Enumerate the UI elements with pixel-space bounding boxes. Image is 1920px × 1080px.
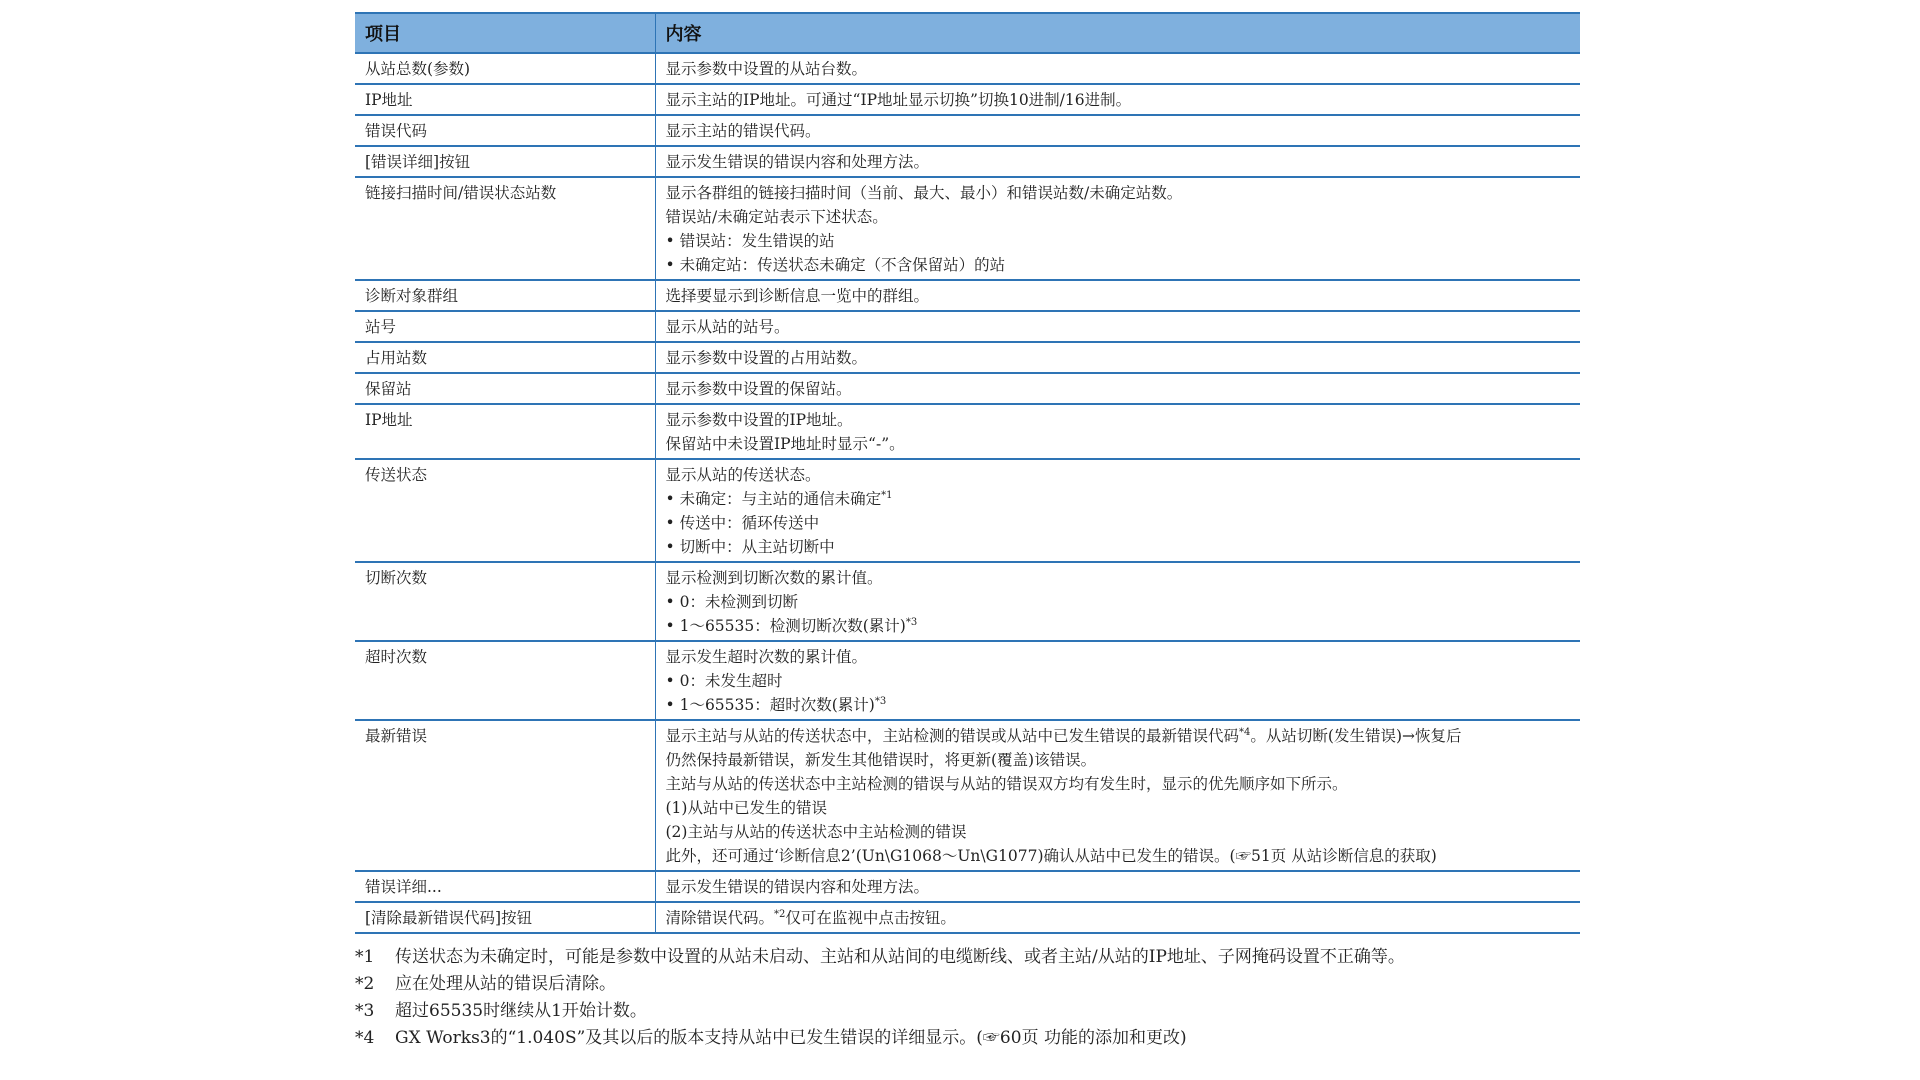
bullet-line: [666, 229, 1571, 253]
content-line: [666, 566, 1571, 590]
content-line: [666, 119, 1571, 143]
table-row: [355, 115, 1580, 146]
header-item: 项目: [355, 13, 655, 53]
line-text: 显示发生错误的错误内容和处理方法。: [665, 878, 930, 896]
row-item: 站号: [355, 311, 655, 342]
bullet-line: [666, 669, 1571, 693]
line-text: 显示从站的传送状态。: [665, 466, 821, 484]
row-content: [655, 373, 1580, 404]
row-item: 超时次数: [355, 641, 655, 720]
line-text: 显示主站的IP地址。可通过“IP地址显示切换”切换10进制/16进制。: [665, 91, 1132, 109]
row-item: 链接扫描时间/错误状态站数: [355, 177, 655, 280]
table-row: [355, 280, 1580, 311]
line-text: 显示参数中设置的占用站数。: [665, 349, 868, 367]
header-content: 内容: [655, 13, 1580, 53]
row-item: IP地址: [355, 84, 655, 115]
row-item: 传送状态: [355, 459, 655, 562]
bullet-line: [666, 253, 1571, 277]
line-text: 显示主站的错误代码。: [665, 122, 821, 140]
bullet-line: [666, 614, 1571, 638]
line-text: 显示主站与从站的传送状态中，主站检测的错误或从站中已发生错误的最新错误代码: [665, 727, 1240, 745]
line-text: 错误站/未确定站表示下述状态。: [665, 208, 888, 226]
table-row: [355, 146, 1580, 177]
row-item: [清除最新错误代码]按钮: [355, 902, 655, 933]
content-line: [666, 432, 1571, 456]
row-content: [655, 902, 1580, 933]
row-content: [655, 280, 1580, 311]
footnote-ref: *2: [774, 908, 786, 920]
footnotes: [355, 944, 1580, 1052]
row-content: [655, 177, 1580, 280]
line-text: 此外，还可通过‘诊断信息2’(Un\G1068～Un\G1077)确认从站中已发生的错误。(☞51页 从站诊断信息的获取): [665, 847, 1437, 865]
line-text: 1～65535：检测切断次数(累计): [679, 617, 906, 635]
content-line: [666, 346, 1571, 370]
content-line: [666, 408, 1571, 432]
table-row: [355, 871, 1580, 902]
row-content: [655, 84, 1580, 115]
content-line: [666, 772, 1571, 796]
table-row: [355, 404, 1580, 459]
row-content: [655, 404, 1580, 459]
content-line: [666, 724, 1571, 748]
line-text: 保留站中未设置IP地址时显示“-”。: [665, 435, 905, 453]
row-item: 保留站: [355, 373, 655, 404]
row-content: [655, 146, 1580, 177]
row-content: [655, 641, 1580, 720]
content-line: [666, 645, 1571, 669]
line-text: 1～65535：超时次数(累计): [679, 696, 875, 714]
row-item: 诊断对象群组: [355, 280, 655, 311]
document-page: [355, 12, 1580, 1052]
content-line: [666, 796, 1571, 820]
line-text: 0：未发生超时: [679, 672, 783, 690]
table-body: [355, 53, 1580, 933]
bullet-line: [666, 511, 1571, 535]
line-text: 切断中：从主站切断中: [679, 538, 835, 556]
bullet-line: [666, 535, 1571, 559]
footnote: [355, 998, 1580, 1025]
content-line: [666, 57, 1571, 81]
line-text: 显示检测到切断次数的累计值。: [665, 569, 883, 587]
table-row: [355, 342, 1580, 373]
footnote-mark: *1: [355, 947, 375, 967]
table-row: [355, 562, 1580, 641]
line-text: 仍然保持最新错误，新发生其他错误时，将更新(覆盖)该错误。: [665, 751, 1097, 769]
content-line: [666, 88, 1571, 112]
content-line: [666, 315, 1571, 339]
line-text: 显示各群组的链接扫描时间（当前、最大、最小）和错误站数/未确定站数。: [665, 184, 1183, 202]
line-text: 选择要显示到诊断信息一览中的群组。: [665, 287, 930, 305]
content-line: [666, 748, 1571, 772]
footnote-mark: *4: [355, 1028, 375, 1048]
table-header-row: [355, 13, 1580, 53]
line-text: 显示发生错误的错误内容和处理方法。: [665, 153, 930, 171]
row-item: IP地址: [355, 404, 655, 459]
line-text: 错误站：发生错误的站: [679, 232, 835, 250]
line-text: 未确定：与主站的通信未确定: [679, 490, 882, 508]
row-item: 最新错误: [355, 720, 655, 871]
content-line: [666, 906, 1571, 930]
content-line: [666, 377, 1571, 401]
row-content: [655, 115, 1580, 146]
footnote: [355, 944, 1580, 971]
content-line: [666, 844, 1571, 868]
row-content: [655, 459, 1580, 562]
table-row: [355, 902, 1580, 933]
content-line: [666, 463, 1571, 487]
table-row: [355, 311, 1580, 342]
line-text-after: 。从站切断(发生错误)→恢复后: [1250, 727, 1462, 745]
footnote: [355, 971, 1580, 998]
table-row: [355, 641, 1580, 720]
line-text: (1)从站中已发生的错误: [665, 799, 827, 817]
content-line: [666, 205, 1571, 229]
footnote-text: 超过65535时继续从1开始计数。: [395, 1001, 647, 1021]
footnote-ref: *1: [881, 489, 893, 501]
row-item: 切断次数: [355, 562, 655, 641]
footnote-text: GX Works3的“1.040S”及其以后的版本支持从站中已发生错误的详细显示。(☞60页 功能的添加和更改): [395, 1028, 1187, 1048]
footnote-ref: *3: [905, 616, 918, 628]
bullet-line: [666, 693, 1571, 717]
row-content: [655, 53, 1580, 84]
footnote-text: 传送状态为未确定时，可能是参数中设置的从站未启动、主站和从站间的电缆断线、或者主站/从站的IP地址、子网掩码设置不正确等。: [395, 947, 1405, 967]
line-text: 0：未检测到切断: [679, 593, 798, 611]
row-content: [655, 342, 1580, 373]
table-row: [355, 177, 1580, 280]
line-text: 显示参数中设置的从站台数。: [665, 60, 868, 78]
bullet-line: [666, 590, 1571, 614]
table-row: [355, 720, 1580, 871]
footnote-ref: *4: [1239, 726, 1251, 738]
row-item: [错误详细]按钮: [355, 146, 655, 177]
row-item: 错误代码: [355, 115, 655, 146]
row-content: [655, 311, 1580, 342]
content-line: [666, 875, 1571, 899]
line-text: 主站与从站的传送状态中主站检测的错误与从站的错误双方均有发生时，显示的优先顺序如下所示。: [665, 775, 1348, 793]
row-content: [655, 562, 1580, 641]
line-text: 显示发生超时次数的累计值。: [665, 648, 868, 666]
table-row: [355, 53, 1580, 84]
row-content: [655, 871, 1580, 902]
line-text-after: 仅可在监视中点击按钮。: [785, 909, 956, 927]
content-line: [666, 181, 1571, 205]
line-text: 未确定站：传送状态未确定（不含保留站）的站: [679, 256, 1006, 274]
content-line: [666, 820, 1571, 844]
content-line: [666, 150, 1571, 174]
footnote-ref: *3: [874, 695, 887, 707]
line-text: 显示参数中设置的IP地址。: [665, 411, 853, 429]
line-text: 显示从站的站号。: [665, 318, 790, 336]
table-row: [355, 84, 1580, 115]
bullet-line: [666, 487, 1571, 511]
table-row: [355, 373, 1580, 404]
line-text: 显示参数中设置的保留站。: [665, 380, 852, 398]
diagnostic-items-table: [355, 12, 1580, 934]
row-content: [655, 720, 1580, 871]
footnote-text: 应在处理从站的错误后清除。: [395, 974, 616, 994]
row-item: 错误详细...: [355, 871, 655, 902]
line-text: (2)主站与从站的传送状态中主站检测的错误: [665, 823, 967, 841]
line-text: 传送中：循环传送中: [679, 514, 820, 532]
footnote: [355, 1025, 1580, 1052]
table-row: [355, 459, 1580, 562]
content-line: [666, 284, 1571, 308]
line-text: 清除错误代码。: [665, 909, 775, 927]
row-item: 占用站数: [355, 342, 655, 373]
footnote-mark: *3: [355, 1001, 375, 1021]
row-item: 从站总数(参数): [355, 53, 655, 84]
footnote-mark: *2: [355, 974, 375, 994]
